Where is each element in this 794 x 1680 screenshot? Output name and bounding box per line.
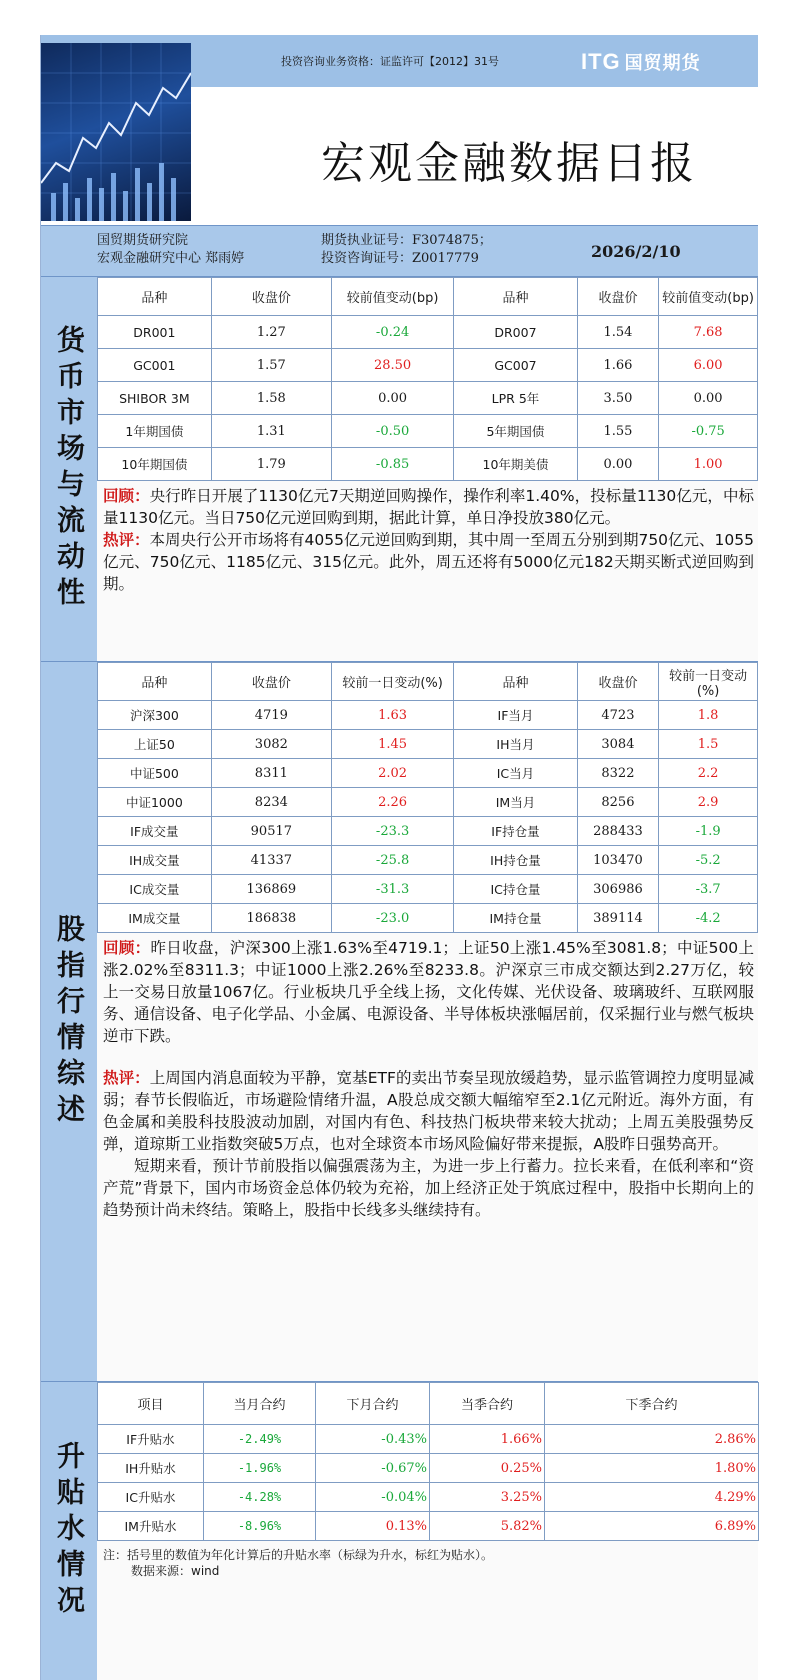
change-value: 1.00 bbox=[659, 448, 758, 481]
instrument-name: GC007 bbox=[454, 349, 577, 382]
close-price: 1.54 bbox=[577, 316, 659, 349]
current-month-basis: -2.49% bbox=[204, 1425, 316, 1454]
close-price: 3084 bbox=[577, 730, 659, 759]
table-row bbox=[98, 1483, 759, 1512]
basis-table bbox=[97, 1382, 759, 1541]
next-month-basis: 0.13% bbox=[316, 1512, 430, 1541]
column-header: 当季合约 bbox=[430, 1383, 545, 1425]
basis-item-name: IH升贴水 bbox=[98, 1454, 204, 1483]
change-value: -5.2 bbox=[659, 846, 758, 875]
review-tag: 回顾： bbox=[103, 939, 151, 957]
change-value: -25.8 bbox=[331, 846, 453, 875]
license-number: 期货执业证号：F3074875； bbox=[321, 233, 492, 248]
next-quarter-basis: 1.80% bbox=[545, 1454, 759, 1483]
instrument-name: IH当月 bbox=[454, 730, 577, 759]
company-logo bbox=[581, 49, 701, 75]
page-title: 宏观金融数据日报 bbox=[321, 138, 697, 189]
column-header: 收盘价 bbox=[211, 278, 331, 316]
change-value: -0.75 bbox=[659, 415, 758, 448]
table-row bbox=[98, 730, 758, 759]
current-month-basis: -1.96% bbox=[204, 1454, 316, 1483]
change-value: -3.7 bbox=[659, 875, 758, 904]
logo-cn: 国贸期货 bbox=[624, 53, 701, 73]
table-row bbox=[98, 817, 758, 846]
table-row bbox=[98, 846, 758, 875]
review-text: 央行昨日开展了1130亿元7天期逆回购操作，操作利率1.40%，投标量1130亿元，中标量1130亿元。当日750亿元逆回购到期，据此计算，单日净投放380亿元。 bbox=[103, 487, 754, 527]
close-price: 0.00 bbox=[577, 448, 659, 481]
report-date: 2026/2/10 bbox=[591, 242, 681, 261]
instrument-name: IH成交量 bbox=[98, 846, 212, 875]
next-quarter-basis: 2.86% bbox=[545, 1425, 759, 1454]
close-price: 8234 bbox=[211, 788, 331, 817]
change-value: 0.00 bbox=[331, 382, 453, 415]
logo-en: ITG bbox=[581, 49, 621, 74]
instrument-name: IM持仓量 bbox=[454, 904, 577, 933]
stock-chart-banner-image bbox=[41, 43, 191, 221]
instrument-name: 1年期国债 bbox=[98, 415, 212, 448]
change-value: 1.63 bbox=[331, 701, 453, 730]
report-page bbox=[40, 35, 757, 1680]
money-review bbox=[97, 485, 758, 529]
table-row bbox=[98, 1454, 759, 1483]
instrument-name: IF成交量 bbox=[98, 817, 212, 846]
instrument-name: DR007 bbox=[454, 316, 577, 349]
table-row bbox=[98, 875, 758, 904]
instrument-name: 中证500 bbox=[98, 759, 212, 788]
license-text: 投资咨询业务资格：证监许可【2012】31号 bbox=[281, 55, 499, 68]
table-row bbox=[98, 349, 758, 382]
close-price: 90517 bbox=[211, 817, 331, 846]
instrument-name: 中证1000 bbox=[98, 788, 212, 817]
basis-note bbox=[97, 1541, 758, 1585]
current-month-basis: -4.28% bbox=[204, 1483, 316, 1512]
close-price: 389114 bbox=[577, 904, 659, 933]
consult-number: 投资咨询证号：Z0017779 bbox=[321, 251, 479, 266]
basis-item-name: IC升贴水 bbox=[98, 1483, 204, 1512]
instrument-name: IC成交量 bbox=[98, 875, 212, 904]
instrument-name: IF持仓量 bbox=[454, 817, 577, 846]
next-month-basis: -0.67% bbox=[316, 1454, 430, 1483]
instrument-name: DR001 bbox=[98, 316, 212, 349]
change-value: -23.3 bbox=[331, 817, 453, 846]
instrument-name: LPR 5年 bbox=[454, 382, 577, 415]
change-value: 1.45 bbox=[331, 730, 453, 759]
change-value: 2.26 bbox=[331, 788, 453, 817]
table-row bbox=[98, 1512, 759, 1541]
column-header: 较前值变动(bp) bbox=[659, 278, 758, 316]
change-value: -4.2 bbox=[659, 904, 758, 933]
change-value: 28.50 bbox=[331, 349, 453, 382]
close-price: 8311 bbox=[211, 759, 331, 788]
institute-name: 国贸期货研究院 bbox=[97, 233, 189, 248]
instrument-name: 上证50 bbox=[98, 730, 212, 759]
review-tag: 回顾： bbox=[103, 487, 150, 505]
current-quarter-basis: 3.25% bbox=[430, 1483, 545, 1512]
instrument-name: 10年期美债 bbox=[454, 448, 577, 481]
table-row bbox=[98, 701, 758, 730]
close-price: 1.79 bbox=[211, 448, 331, 481]
report-header bbox=[41, 35, 758, 225]
close-price: 1.58 bbox=[211, 382, 331, 415]
table-row bbox=[98, 788, 758, 817]
instrument-name: IH持仓量 bbox=[454, 846, 577, 875]
column-header: 较前一日变动(%) bbox=[331, 663, 453, 701]
instrument-name: 沪深300 bbox=[98, 701, 212, 730]
table-row bbox=[98, 759, 758, 788]
table-row bbox=[98, 904, 758, 933]
current-quarter-basis: 5.82% bbox=[430, 1512, 545, 1541]
center-author: 宏观金融研究中心 郑雨婷 bbox=[97, 251, 245, 266]
change-value: 6.00 bbox=[659, 349, 758, 382]
change-value: 0.00 bbox=[659, 382, 758, 415]
column-header: 品种 bbox=[98, 663, 212, 701]
current-quarter-basis: 0.25% bbox=[430, 1454, 545, 1483]
close-price: 3082 bbox=[211, 730, 331, 759]
close-price: 103470 bbox=[577, 846, 659, 875]
current-month-basis: -8.96% bbox=[204, 1512, 316, 1541]
column-header: 下月合约 bbox=[316, 1383, 430, 1425]
change-value: 2.9 bbox=[659, 788, 758, 817]
change-value: -0.50 bbox=[331, 415, 453, 448]
instrument-name: GC001 bbox=[98, 349, 212, 382]
index-review bbox=[97, 937, 758, 1047]
column-header: 较前值变动(bp) bbox=[331, 278, 453, 316]
next-month-basis: -0.43% bbox=[316, 1425, 430, 1454]
next-quarter-basis: 4.29% bbox=[545, 1483, 759, 1512]
table-row bbox=[98, 316, 758, 349]
table-header-row bbox=[98, 663, 758, 701]
close-price: 1.55 bbox=[577, 415, 659, 448]
money-side-label: 货币市场与流动性 bbox=[41, 277, 97, 661]
column-header: 收盘价 bbox=[577, 278, 659, 316]
review-text: 昨日收盘，沪深300上涨1.63%至4719.1；上证50上涨1.45%至3081.8；中证500上涨2.02%至8311.3；中证1000上涨2.26%至8233.8。沪深京三市成交额达到2.27万亿，较上一交易日放量1067亿。行业板块几乎全线上扬，文化传媒、光伏设备、玻璃玻纤、互联网服务、通信设备、电子化学品、小金属、电源设备、半导体板块涨幅居前，仅采掘行业与燃气板块逆市下跌。 bbox=[103, 939, 755, 1045]
close-price: 8256 bbox=[577, 788, 659, 817]
table-row bbox=[98, 1425, 759, 1454]
close-price: 306986 bbox=[577, 875, 659, 904]
close-price: 186838 bbox=[211, 904, 331, 933]
basis-item-name: IF升贴水 bbox=[98, 1425, 204, 1454]
note-text: 注：括号里的数值为年化计算后的升贴水率（标绿为升水，标红为贴水）。 bbox=[103, 1548, 494, 1562]
column-header: 下季合约 bbox=[545, 1383, 759, 1425]
index-side-label: 股指行情综述 bbox=[41, 662, 97, 1381]
close-price: 3.50 bbox=[577, 382, 659, 415]
instrument-name: 5年期国债 bbox=[454, 415, 577, 448]
index-outlook: 短期来看，预计节前股指以偏强震荡为主，为进一步上行蓄力。拉长来看，在低利率和“资产荒”背景下，国内市场资金总体仍较为充裕，加上经济正处于筑底过程中，股指中长期向上的趋势预计尚未终结。策略上，股指中长线多头继续持有。 bbox=[103, 1157, 754, 1219]
change-value: 1.5 bbox=[659, 730, 758, 759]
change-value: -31.3 bbox=[331, 875, 453, 904]
index-comment bbox=[97, 1067, 758, 1155]
instrument-name: SHIBOR 3M bbox=[98, 382, 212, 415]
change-value: 1.8 bbox=[659, 701, 758, 730]
table-row bbox=[98, 448, 758, 481]
column-header: 收盘价 bbox=[211, 663, 331, 701]
next-month-basis: -0.04% bbox=[316, 1483, 430, 1512]
close-price: 4719 bbox=[211, 701, 331, 730]
column-header: 当月合约 bbox=[204, 1383, 316, 1425]
close-price: 1.57 bbox=[211, 349, 331, 382]
close-price: 1.31 bbox=[211, 415, 331, 448]
basis-side-label: 升贴水情况 bbox=[41, 1382, 97, 1680]
column-header: 收盘价 bbox=[577, 663, 659, 701]
column-header: 较前一日变动(%) bbox=[659, 663, 758, 701]
data-source: 数据来源：wind bbox=[131, 1564, 220, 1578]
table-header-row bbox=[98, 1383, 759, 1425]
money-market-section bbox=[41, 277, 758, 662]
current-quarter-basis: 1.66% bbox=[430, 1425, 545, 1454]
close-price: 1.27 bbox=[211, 316, 331, 349]
index-section bbox=[41, 662, 758, 1382]
money-comment bbox=[97, 529, 758, 595]
close-price: 1.66 bbox=[577, 349, 659, 382]
comment-text: 本周央行公开市场将有4055亿元逆回购到期，其中周一至周五分别到期750亿元、1055亿元、750亿元、1185亿元、315亿元。此外，周五还将有5000亿元182天期买断式逆回购到期。 bbox=[103, 531, 754, 593]
column-header: 品种 bbox=[454, 278, 577, 316]
instrument-name: 10年期国债 bbox=[98, 448, 212, 481]
close-price: 288433 bbox=[577, 817, 659, 846]
close-price: 4723 bbox=[577, 701, 659, 730]
instrument-name: IM当月 bbox=[454, 788, 577, 817]
change-value: -1.9 bbox=[659, 817, 758, 846]
instrument-name: IF当月 bbox=[454, 701, 577, 730]
comment-text: 上周国内消息面较为平静，宽基ETF的卖出节奏呈现放缓趋势，显示监管调控力度明显减弱；春节长假临近，市场避险情绪升温，A股总成交额大幅缩窄至2.1亿元附近。海外方面，有色金属和美股科技股波动加剧，对国内有色、科技热门板块带来较大扰动；上周五美股强势反弹，道琼斯工业指数突破5万点，也对全球资本市场风险偏好带来提振，A股昨日强势高开。 bbox=[103, 1069, 754, 1153]
table-row bbox=[98, 415, 758, 448]
author-info-row bbox=[41, 225, 758, 277]
table-header-row bbox=[98, 278, 758, 316]
change-value: -0.24 bbox=[331, 316, 453, 349]
change-value: 7.68 bbox=[659, 316, 758, 349]
change-value: 2.02 bbox=[331, 759, 453, 788]
next-quarter-basis: 6.89% bbox=[545, 1512, 759, 1541]
comment-tag: 热评： bbox=[103, 1069, 150, 1087]
change-value: -23.0 bbox=[331, 904, 453, 933]
column-header: 品种 bbox=[98, 278, 212, 316]
comment-tag: 热评： bbox=[103, 531, 150, 549]
close-price: 136869 bbox=[211, 875, 331, 904]
table-row bbox=[98, 382, 758, 415]
change-value: 2.2 bbox=[659, 759, 758, 788]
change-value: -0.85 bbox=[331, 448, 453, 481]
close-price: 41337 bbox=[211, 846, 331, 875]
column-header: 项目 bbox=[98, 1383, 204, 1425]
instrument-name: IC当月 bbox=[454, 759, 577, 788]
basis-item-name: IM升贴水 bbox=[98, 1512, 204, 1541]
instrument-name: IC持仓量 bbox=[454, 875, 577, 904]
basis-section bbox=[41, 1382, 758, 1680]
column-header: 品种 bbox=[454, 663, 577, 701]
index-table bbox=[97, 662, 758, 933]
close-price: 8322 bbox=[577, 759, 659, 788]
instrument-name: IM成交量 bbox=[98, 904, 212, 933]
money-market-table bbox=[97, 277, 758, 481]
